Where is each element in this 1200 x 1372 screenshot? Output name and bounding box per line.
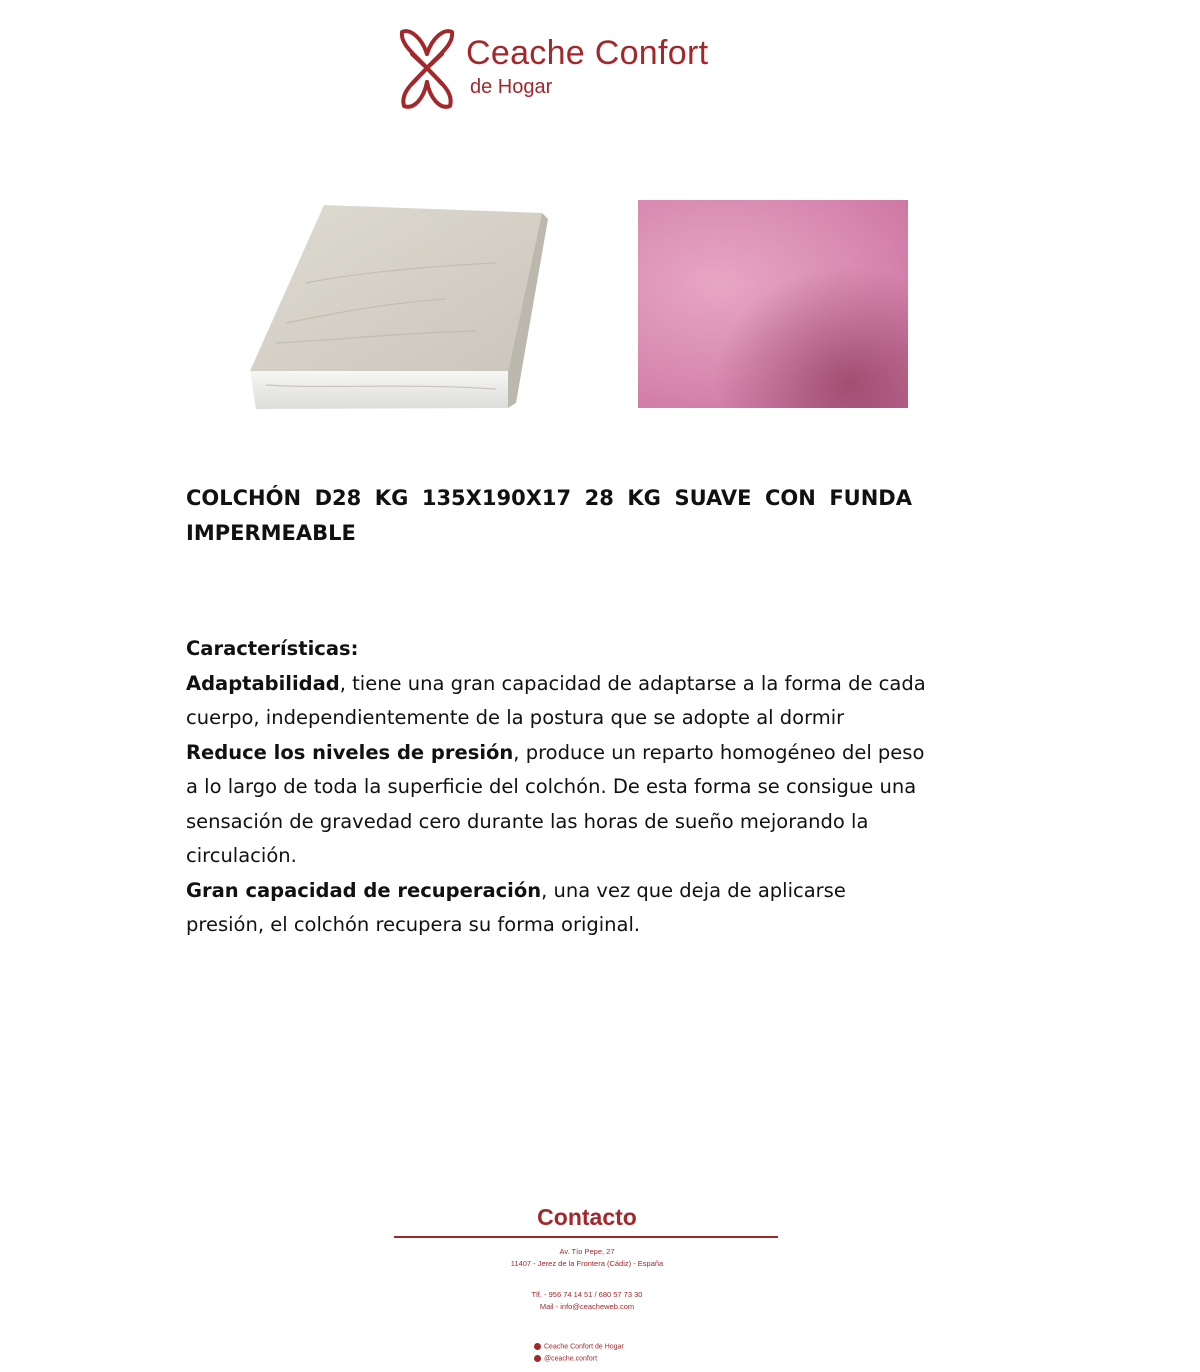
brand-logo [394,24,774,114]
feature-item: Adaptabilidad, tiene una gran capacidad de adaptarse a la forma de cada cuerpo, independientemente de la postura que se adopte al dormir [186,671,926,729]
features-heading: Características: [186,637,359,660]
brand-title: Ceache Confort [466,34,709,72]
facebook-link[interactable]: Ceache Confort de Hogar [534,1343,624,1350]
contact-divider [394,1236,778,1238]
contact-email: Mail - info@ceacheweb.com [539,1302,635,1311]
instagram-link[interactable]: @ceache.confort [534,1355,597,1362]
product-title: COLCHÓN D28 KG 135X190X17 28 KG SUAVE CON FUNDA IMPERMEABLE [186,486,912,545]
butterfly-logo-icon [394,24,460,112]
contact-address-line2: 11407 - Jerez de la Frontera (Cádiz) - España [510,1259,664,1268]
contact-phone: Tlf. - 956 74 14 51 / 680 57 73 30 [531,1290,643,1299]
facebook-icon [534,1343,541,1350]
instagram-icon [534,1355,541,1362]
feature-item: Gran capacidad de recuperación, una vez que deja de aplicarse presión, el colchón recupera su forma original. [186,878,846,936]
contact-title: Contacto [537,1204,637,1230]
features-section [186,632,926,943]
pink-foam-closeup-photo [638,200,908,408]
mattress-with-white-cover-photo [246,203,550,413]
contact-address-line1: Av. Tío Pepe, 27 [559,1247,615,1256]
brand-subtitle: de Hogar [470,76,553,98]
feature-item: Reduce los niveles de presión, produce un reparto homogéneo del peso a lo largo de toda la superficie del colchón. De esta forma se consigue una sensación de gravedad cero durante las horas de sueño mejorando la circulación. [186,740,925,867]
